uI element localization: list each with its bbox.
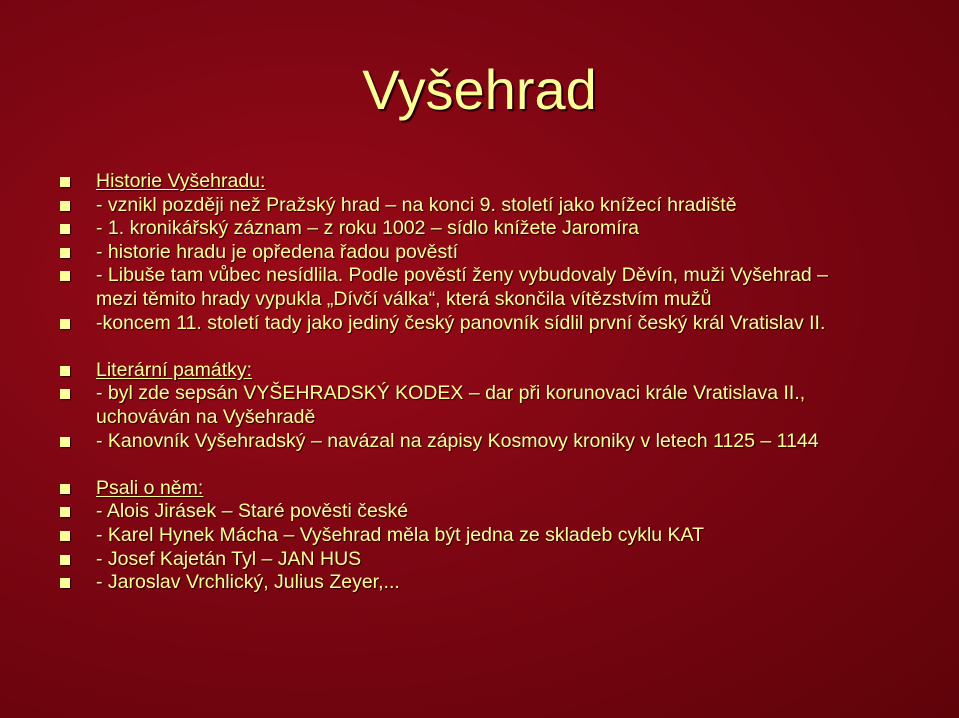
square-bullet-icon (60, 578, 70, 588)
list-item-text: - 1. kronikářský záznam – z roku 1002 – sídlo knížete Jaromíra (96, 217, 639, 240)
slide-title-text: Vyšehrad (362, 58, 597, 121)
square-bullet-icon (60, 389, 70, 399)
square-bullet-icon (60, 224, 70, 234)
slide-title (0, 52, 959, 128)
list-item (60, 430, 940, 454)
square-bullet-icon (60, 201, 70, 211)
list-item-text: - Kanovník Vyšehradský – navázal na zápisy Kosmovy kroniky v letech 1125 – 1144 (96, 429, 819, 452)
list-item (60, 548, 940, 572)
square-bullet-icon (60, 248, 70, 258)
square-bullet-icon (60, 484, 70, 494)
list-item (60, 500, 940, 524)
list-item-continuation: uchováván na Vyšehradě (96, 405, 316, 428)
list-item-text: - Josef Kajetán Tyl – JAN HUS (96, 547, 362, 570)
list-item (60, 571, 940, 595)
list-item-heading-literary (60, 359, 940, 383)
section-heading: Psali o něm: (96, 476, 204, 499)
square-bullet-icon (60, 437, 70, 447)
list-item-text: - historie hradu je opředena řadou pověstí (96, 240, 459, 263)
section-heading: Literární památky: (96, 358, 253, 381)
square-bullet-icon (60, 271, 70, 281)
square-bullet-icon (60, 507, 70, 517)
list-item (60, 217, 940, 241)
square-bullet-icon (60, 531, 70, 541)
list-item-text: - Karel Hynek Mácha – Vyšehrad měla být jedna ze skladeb cyklu KAT (96, 523, 705, 546)
list-item-text: -koncem 11. století tady jako jediný český panovník sídlil první český král Vratislav II. (96, 311, 826, 334)
list-item-heading-authors (60, 477, 940, 501)
list-item (60, 312, 940, 336)
list-item (60, 241, 940, 265)
list-item-text: - Jaroslav Vrchlický, Julius Zeyer,... (96, 571, 400, 594)
list-item-text: - byl zde sepsán VYŠEHRADSKÝ KODEX – dar při korunovaci krále Vratislava II., (96, 382, 806, 405)
list-item (60, 524, 940, 548)
section-heading: Historie Vyšehradu: (96, 170, 266, 192)
list-item (60, 194, 940, 218)
square-bullet-icon (60, 319, 70, 329)
list-item-text: - Alois Jirásek – Staré pověsti české (96, 500, 409, 523)
list-item-continuation: mezi těmito hrady vypukla „Dívčí válka“, která skončila vítězstvím mužů (96, 287, 712, 310)
list-item-heading-history (60, 170, 940, 194)
square-bullet-icon (60, 555, 70, 565)
list-item-text: - Libuše tam vůbec nesídlila. Podle pověstí ženy vybudovaly Děvín, muži Vyšehrad – (96, 264, 828, 287)
square-bullet-icon (60, 177, 70, 187)
list-item (60, 264, 940, 311)
square-bullet-icon (60, 366, 70, 376)
bullet-list (60, 170, 940, 595)
list-item (60, 382, 940, 429)
list-item-text: - vznikl později než Pražský hrad – na konci 9. století jako knížecí hradiště (96, 193, 737, 216)
